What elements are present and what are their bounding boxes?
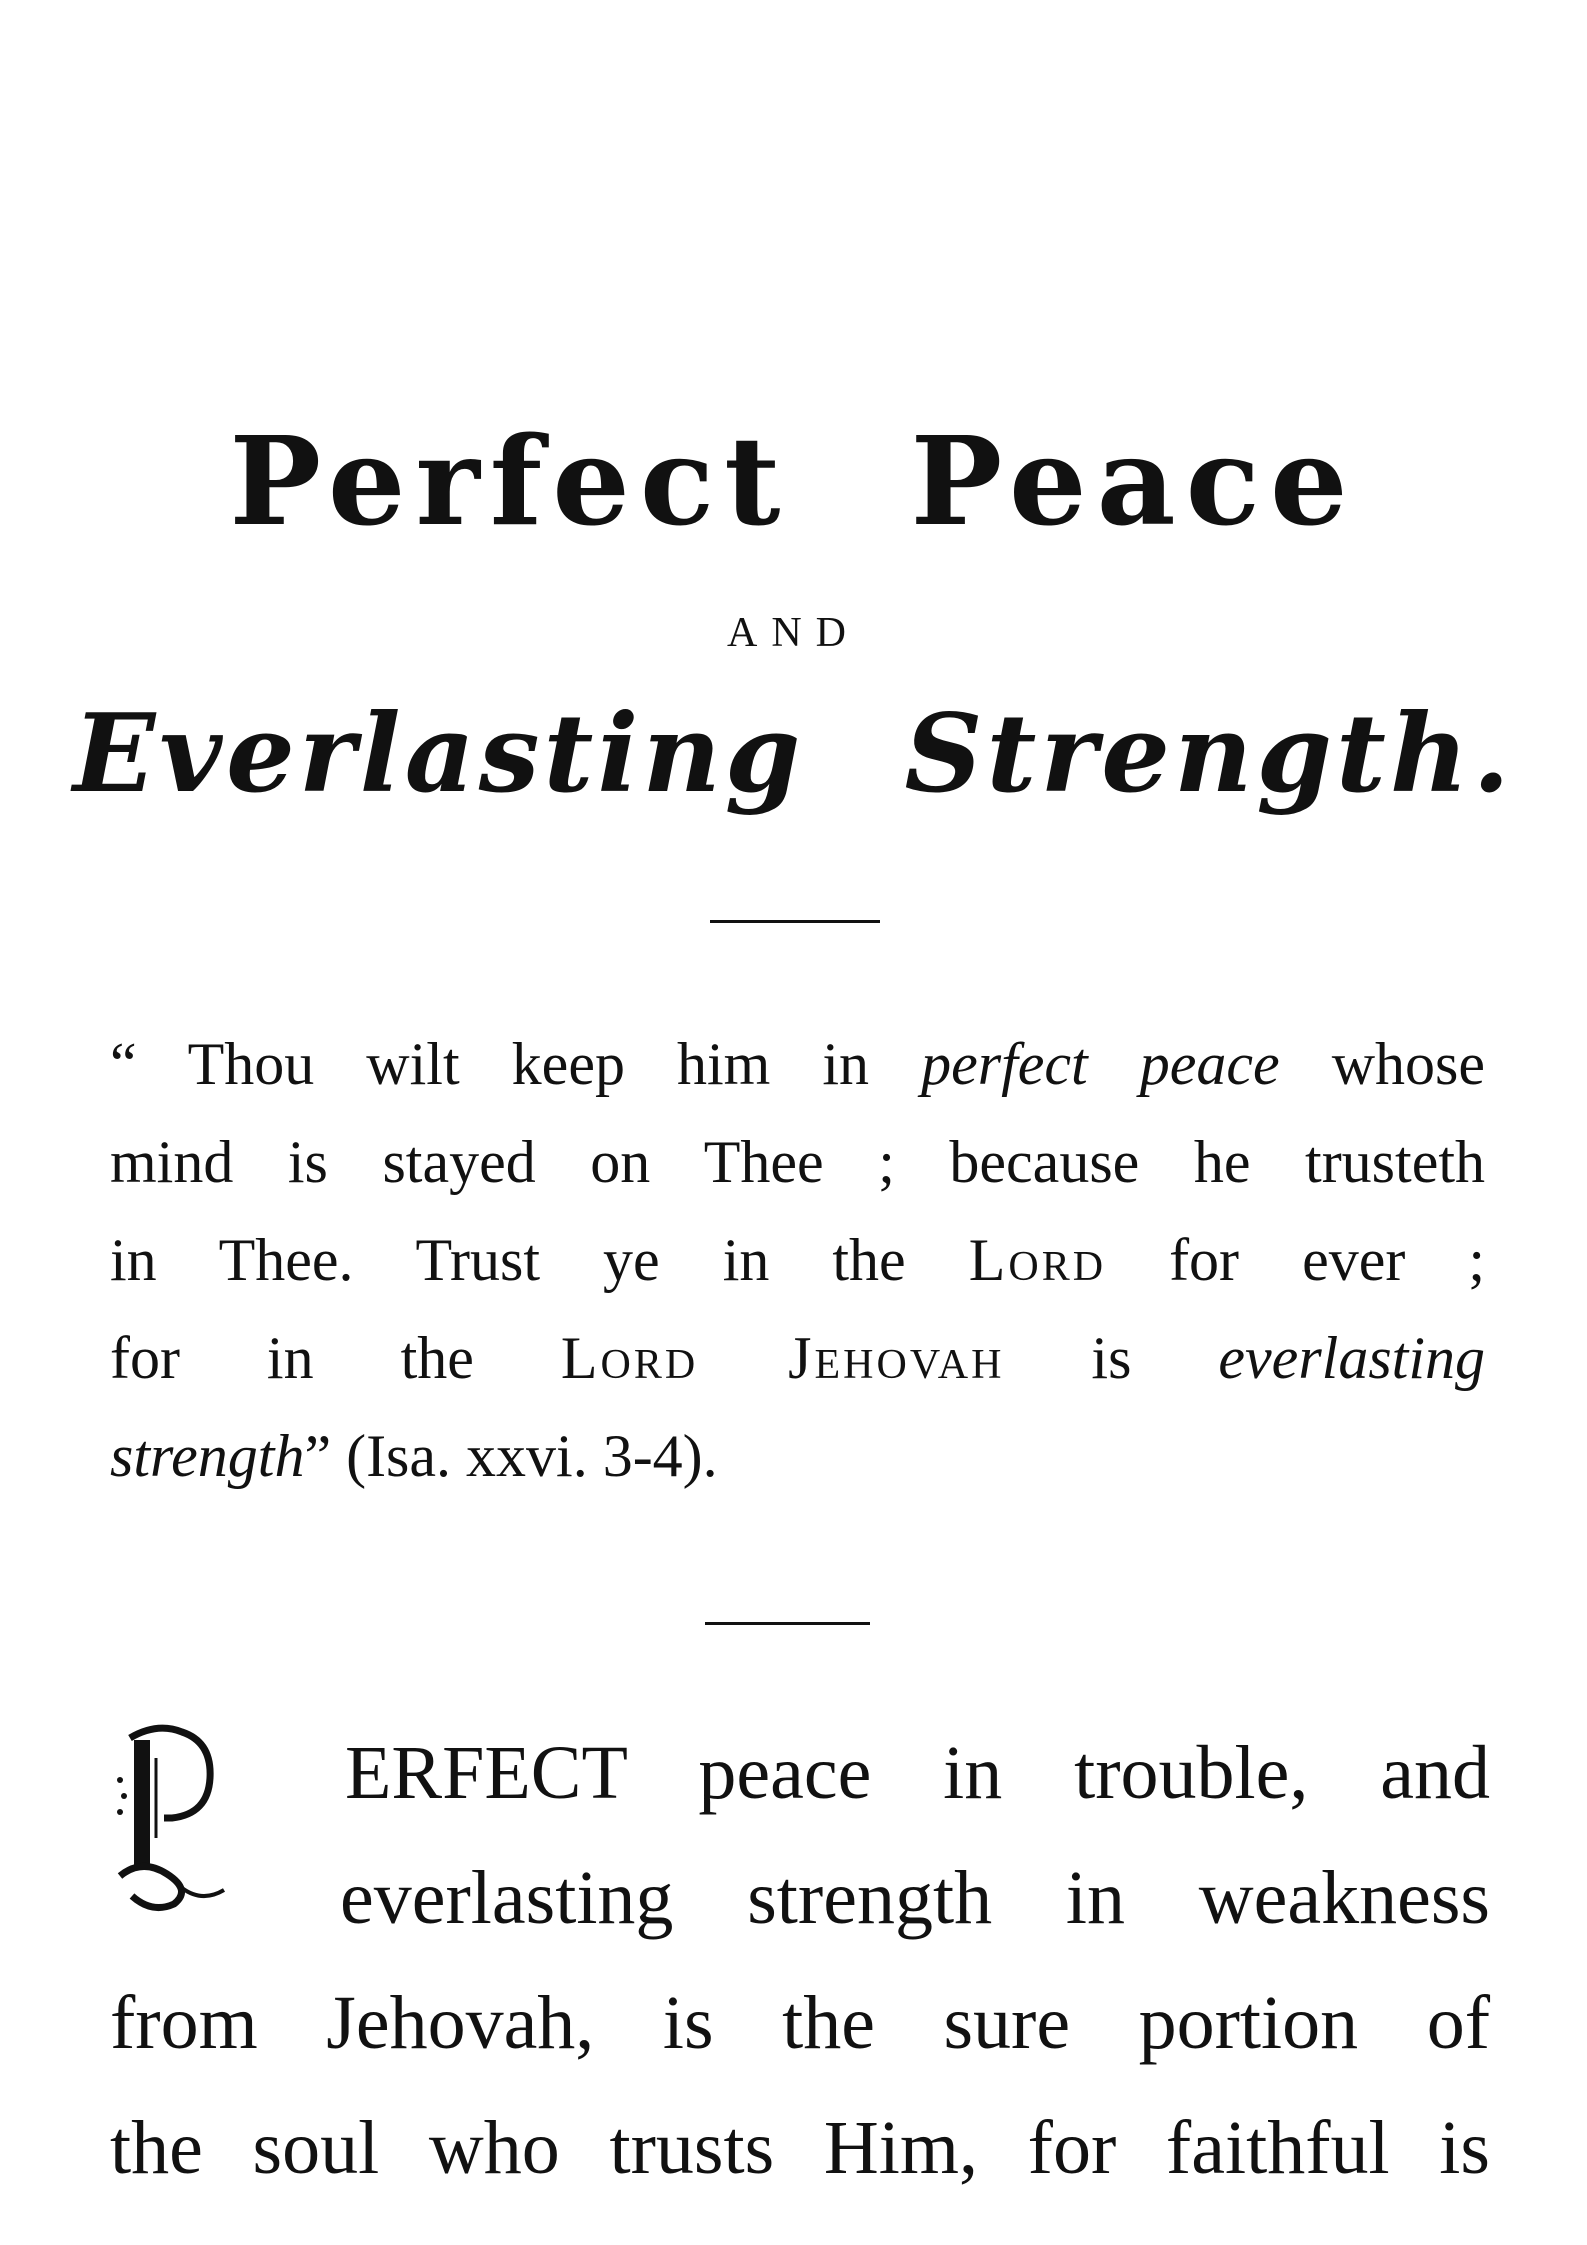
svg-text:P: P xyxy=(112,1703,123,1722)
divider-rule xyxy=(710,920,880,923)
page-subtitle xyxy=(0,691,1587,817)
quote-line: strength” (Isa. xxvi. 3-4). xyxy=(110,1423,718,1489)
drop-cap-p-ornament xyxy=(112,1703,242,1908)
title-word-peace: Peace xyxy=(910,409,1358,553)
title-conjunction: AND xyxy=(727,610,860,656)
body-line: everlasting strength in weakness xyxy=(340,1856,1490,1940)
page-title xyxy=(0,409,1587,553)
title-word-everlasting: Everlasting xyxy=(73,691,805,817)
quote-line: “ Thou wilt keep him in perfect peace whose xyxy=(110,1031,1486,1097)
quote-line: for in the Lord Jehovah is everlasting xyxy=(110,1325,1486,1391)
body-line: from Jehovah, is the sure portion of xyxy=(110,1981,1490,2065)
title-word-strength: Strength. xyxy=(904,691,1514,817)
title-word-perfect: Perfect xyxy=(229,409,791,553)
body-line: ERFECT peace in trouble, and xyxy=(345,1731,1490,1815)
body-line: the soul who trusts Him, for faithful is xyxy=(110,2106,1490,2190)
divider-rule xyxy=(705,1622,870,1625)
quote-line: in Thee. Trust ye in the Lord for ever ; xyxy=(110,1227,1486,1293)
quote-line: mind is stayed on Thee ; because he trusteth xyxy=(110,1129,1485,1195)
